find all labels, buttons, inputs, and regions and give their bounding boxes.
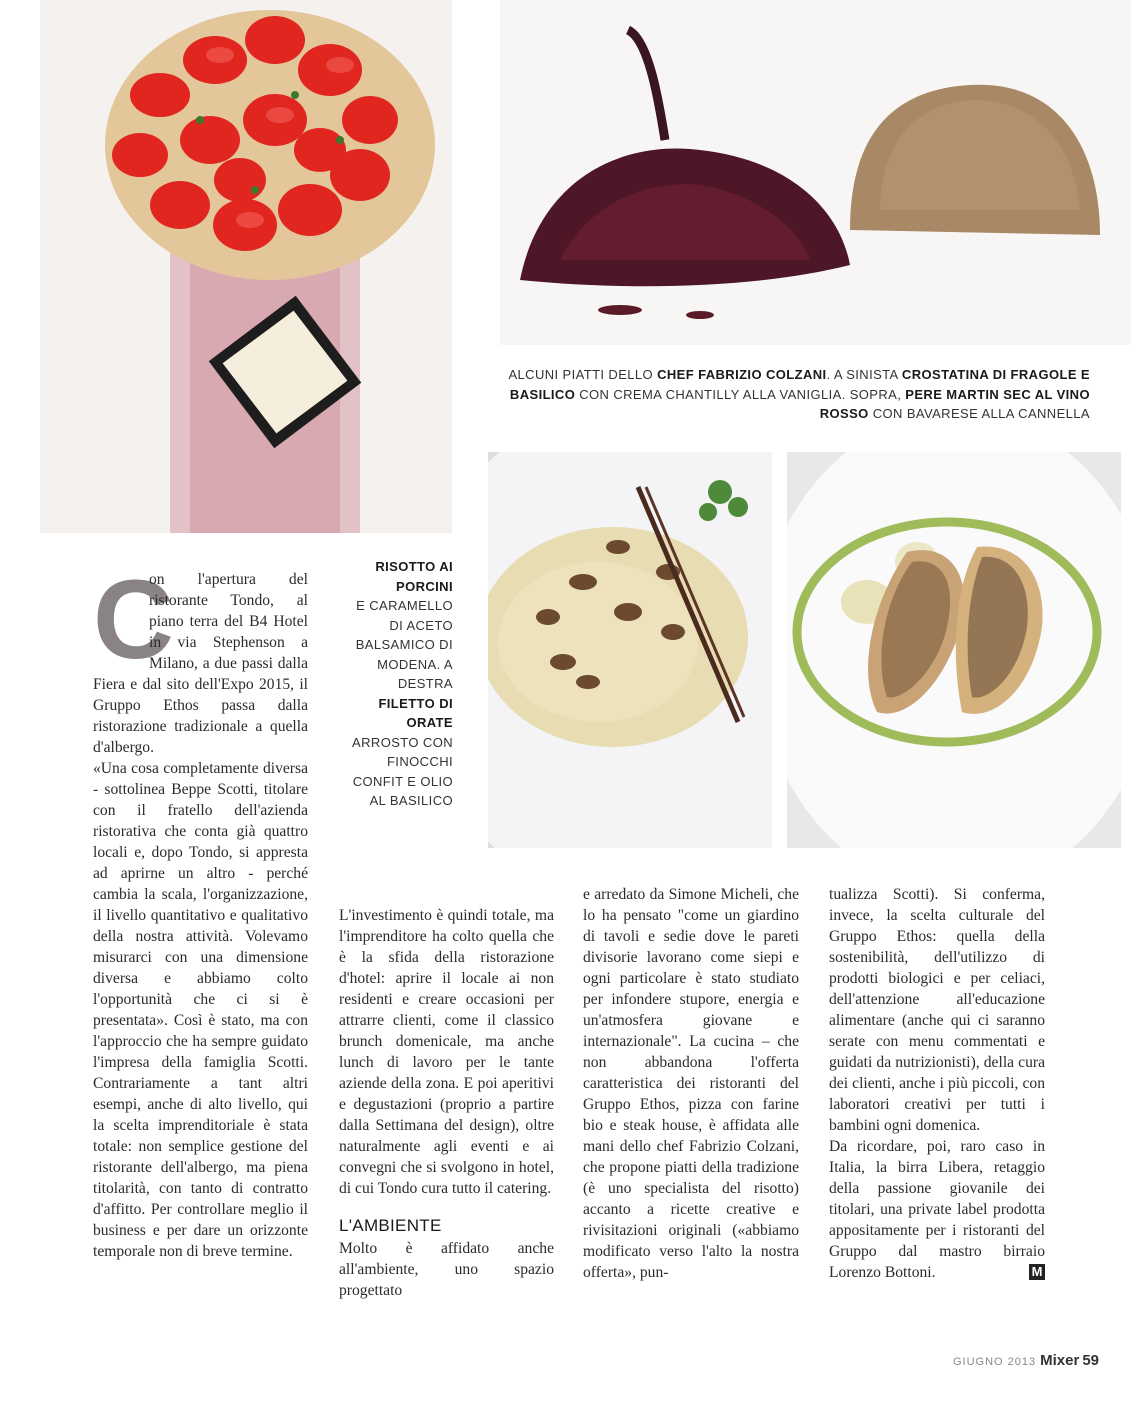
folio-page-number: 59: [1082, 1352, 1099, 1369]
article-paragraph: Molto è affidato anche all'ambiente, uno spazio progettato: [339, 1240, 554, 1299]
page-folio: [953, 1352, 1099, 1370]
caption-side-text-1: E CARAMELLO DI ACETO BALSAMICO DI MODENA. A DESTRA: [355, 598, 453, 691]
caption-top-text-1: ALCUNI PIATTI DELLO: [508, 367, 658, 382]
caption-side-text-2: ARROSTO CON FINOCCHI CONFIT E OLIO AL BASILICO: [352, 734, 453, 808]
photo-pear-bavarese: [500, 0, 1131, 345]
article-column-3: [583, 884, 799, 1283]
section-subhead: L'AMBIENTE: [339, 1216, 442, 1235]
folio-month: GIUGNO 2013: [952, 1356, 1037, 1368]
article-column-2: [339, 905, 554, 1301]
drop-cap: C: [93, 557, 174, 682]
caption-top-text-2: . A SINISTA: [826, 367, 902, 382]
end-mark-icon: M: [1029, 1264, 1045, 1280]
article-paragraph: «Una cosa completamente diversa - sottolinea Beppe Scotti, titolare con il fratello dell'azienda ristorativa che conta già quattro locali e, dopo Tondo, si appresta ad aprirne un altro - perché cambia la scala, l'organizzazione, il livello quantitativo e qualitativo della nostra attività. Volevamo misurarci con una dimensione diversa e abbiamo colto l'opportunità che ci si è presentata». Così è stato, ma con l'approccio che ha sempre guidato l'impresa della famiglia Scotti. Contrariamente a tant altri esempi, anche di alto livello, qui la scelta imprenditoriale è stata totale: non semplice gestione del ristorante dell'albergo, ma piena titolarità, con tanto di contratto d'affitto. Per controllare meglio il business e per dare un orizzonte temporale non di breve termine.: [93, 760, 308, 1260]
caption-side: [340, 557, 453, 811]
caption-top-text-4: CON BAVARESE ALLA CANNELLA: [868, 406, 1090, 421]
photo-risotto: [488, 452, 772, 848]
article-column-4: [829, 884, 1045, 1283]
caption-top-text-3: CON CREMA CHANTILLY ALLA VANIGLIA. SOPRA,: [575, 386, 906, 402]
photo-strawberry-tart: [40, 0, 452, 533]
caption-top-tart: CROSTATINA DI FRAGOLE E BASILICO: [509, 367, 1090, 402]
article-paragraph: tualizza Scotti). Si conferma, invece, la scelta culturale del Gruppo Ethos: quella della sostenibilità, dell'utilizzo di prodotti biologici e per celiaci, dell'attenzione all'educazione alimentare (anche qui ci saranno serate con menu commentati e guidati da nutrizionisti), della cura dei clienti, anche i più piccoli, con laboratori creativi per tutti i bambini ogni domenica.: [829, 886, 1045, 1134]
article-column-1: [93, 557, 308, 1262]
caption-top: [502, 365, 1090, 424]
caption-top-pear: PERE MARTIN SEC AL VINO ROSSO: [819, 386, 1090, 421]
photo-fish-fillet: [787, 452, 1121, 848]
article-paragraph: L'investimento è quindi totale, ma l'imprenditore ha colto quella che è la sfida della ristorazione d'hotel: aprire il locale ai non residenti e creare occasioni per attrarre clienti, come il classico brunch domenicale, ma anche lunch di lavoro per le tante aziende della zona. E poi aperitivi e degustazioni (proprio a partire dalla Settimana del design), oltre naturalmente agli eventi e ai convegni che si svolgono in hotel, di cui Tondo cura tutto il catering.: [339, 907, 554, 1197]
caption-side-orate: FILETTO DI ORATE: [378, 695, 453, 730]
article-paragraph: e arredato da Simone Micheli, che lo ha pensato "come un giardino di tavoli e sedie dove le pareti divisorie lavorano come siepi e ogni particolare è stato studiato per infondere stupore, energia e un'atmosfera giovane e internazionale". La cucina – che non abbandona l'offerta caratteristica dei ristoranti del Gruppo Ethos, pizza con farine bio e steak house, è affidata alle mani dello chef Fabrizio Colzani, che propone piatti della tradizione (è uno specialista del risotto) accanto a ricette creative e rivisitazioni originali («abbiamo modificato verso l'alto la nostra offerta», pun-: [583, 886, 799, 1281]
folio-magazine: Mixer: [1040, 1352, 1080, 1369]
article-paragraph: on l'apertura del ristorante Tondo, al piano terra del B4 Hotel in via Stephenson a Milano, a due passi dalla Fiera e dal sito dell'Expo 2015, il Gruppo Ethos passa dalla ristorazione tradizionale a quella d'albergo.: [93, 571, 308, 756]
article-closing-text: Da ricordare, poi, raro caso in Italia, la birra Libera, retaggio della passione giovanile dei titolari, una private label prodotta appositamente per i ristoranti del Gruppo dal mastro birraio Lorenzo Bottoni.: [829, 1138, 1045, 1281]
caption-side-risotto: RISOTTO AI PORCINI: [375, 559, 453, 594]
article-paragraph: [829, 1136, 1045, 1283]
caption-top-chef: CHEF FABRIZIO COLZANI: [657, 367, 827, 382]
